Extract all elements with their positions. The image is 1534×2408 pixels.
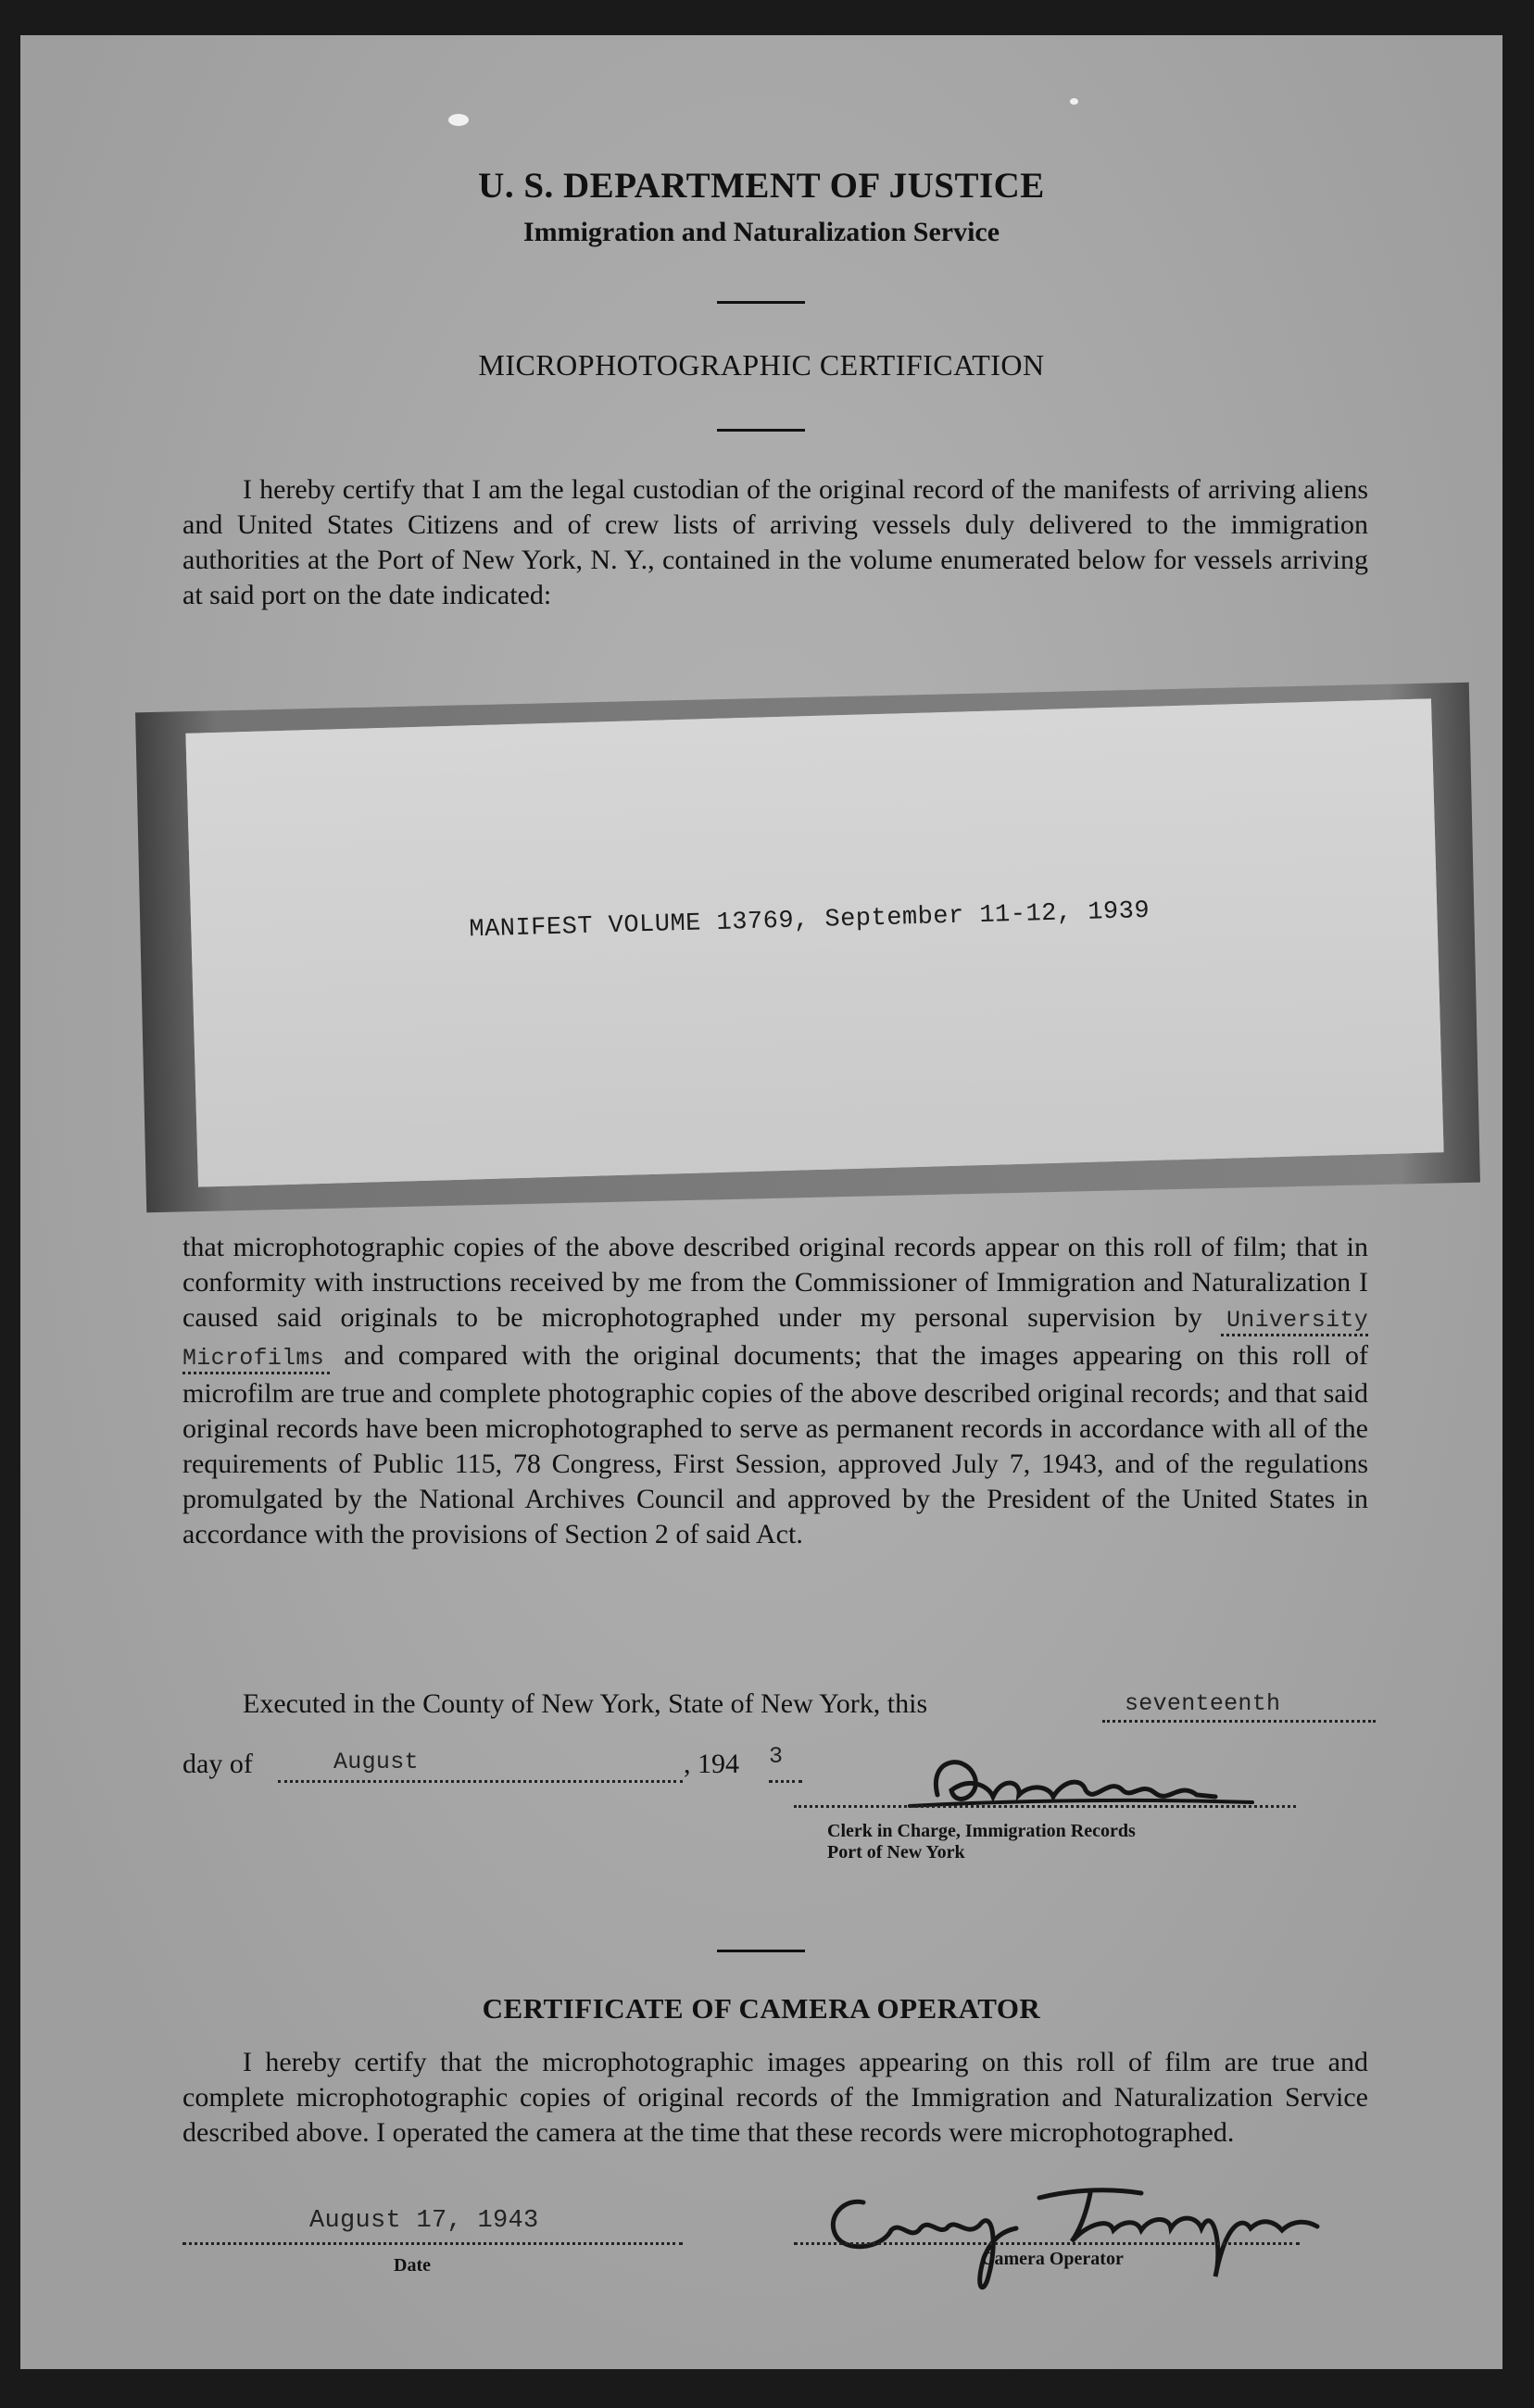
month-dotted-line <box>278 1780 683 1783</box>
camera-certificate-title: CERTIFICATE OF CAMERA OPERATOR <box>482 1992 1041 2025</box>
camera-date-line <box>182 2242 683 2245</box>
clerk-title-line1: Clerk in Charge, Immigration Records <box>827 1821 1136 1841</box>
divider-rule <box>717 1950 805 1952</box>
service-subtitle: Immigration and Naturalization Service <box>522 217 1000 247</box>
body-text-before: that microphotographic copies of the above described original records appear on this roll of film; that in conformity with instructions received by me from the Commissioner of Immigration and Naturalization I caused said originals to be microphotographed under my personal supervision by <box>182 1232 1368 1333</box>
clerk-title-line2: Port of New York <box>827 1842 965 1862</box>
clerk-signature-line <box>794 1805 1296 1808</box>
divider-rule <box>717 429 805 432</box>
camera-operator-signature <box>808 2165 1327 2304</box>
year-prefix: , 194 <box>684 1749 739 1779</box>
execution-month: August <box>333 1749 419 1775</box>
film-speck <box>1070 98 1078 105</box>
camera-operator-line <box>794 2242 1300 2245</box>
manifest-volume-card <box>185 698 1443 1186</box>
camera-date-label: Date <box>394 2255 431 2276</box>
certification-title: MICROPHOTOGRAPHIC CERTIFICATION <box>478 348 1045 382</box>
camera-operator-label: Camera Operator <box>981 2249 1124 2269</box>
camera-date-value: August 17, 1943 <box>309 2207 539 2235</box>
execution-day: seventeenth <box>1125 1690 1281 1717</box>
year-digit: 3 <box>769 1743 784 1770</box>
camera-certificate-text: I hereby certify that the microphotographic images appearing on this roll of film are true and complete microphotographic copies of original records of the Immigration and Naturalization Service described above. I operated the camera at the time that these records were microphotographed. <box>182 2047 1368 2148</box>
intro-paragraph: I hereby certify that I am the legal custodian of the original record of the manifests of arriving aliens and United States Citizens and of crew lists of arriving vessels duly delivered to the immigration authorities at the Port of New York, N. Y., contained in the volume enumerated below for vessels arriving at said port on the date indicated: <box>182 474 1368 610</box>
divider-rule <box>717 301 805 304</box>
execution-prefix: Executed in the County of New York, State of New York, this <box>243 1688 928 1719</box>
day-of-label: day of <box>182 1749 253 1779</box>
manifest-volume-text: MANIFEST VOLUME 13769, September 11-12, 1939 <box>469 897 1150 945</box>
day-dotted-line <box>1102 1720 1376 1723</box>
certificate-sheet <box>20 35 1503 2369</box>
year-dotted-line <box>769 1780 802 1783</box>
film-speck <box>448 114 469 126</box>
department-title: U. S. DEPARTMENT OF JUSTICE <box>478 166 1045 206</box>
body-text-after: and compared with the original documents; that the images appearing on this roll of microfilm are true and complete photographic copies of the above described original records; and that said original records have been microphotographed to serve as permanent records in accordance with all of the requirements of Public 115, 78 Congress, First Session, approved July 7, 1943, and of the regulations promulgated by the National Archives Council and approved by the President of the United States in accordance with the provisions of Section 2 of said Act. <box>182 1340 1369 1549</box>
certification-body <box>182 1230 1368 1552</box>
microfilm-company: University Microfilms <box>182 1307 1368 1374</box>
